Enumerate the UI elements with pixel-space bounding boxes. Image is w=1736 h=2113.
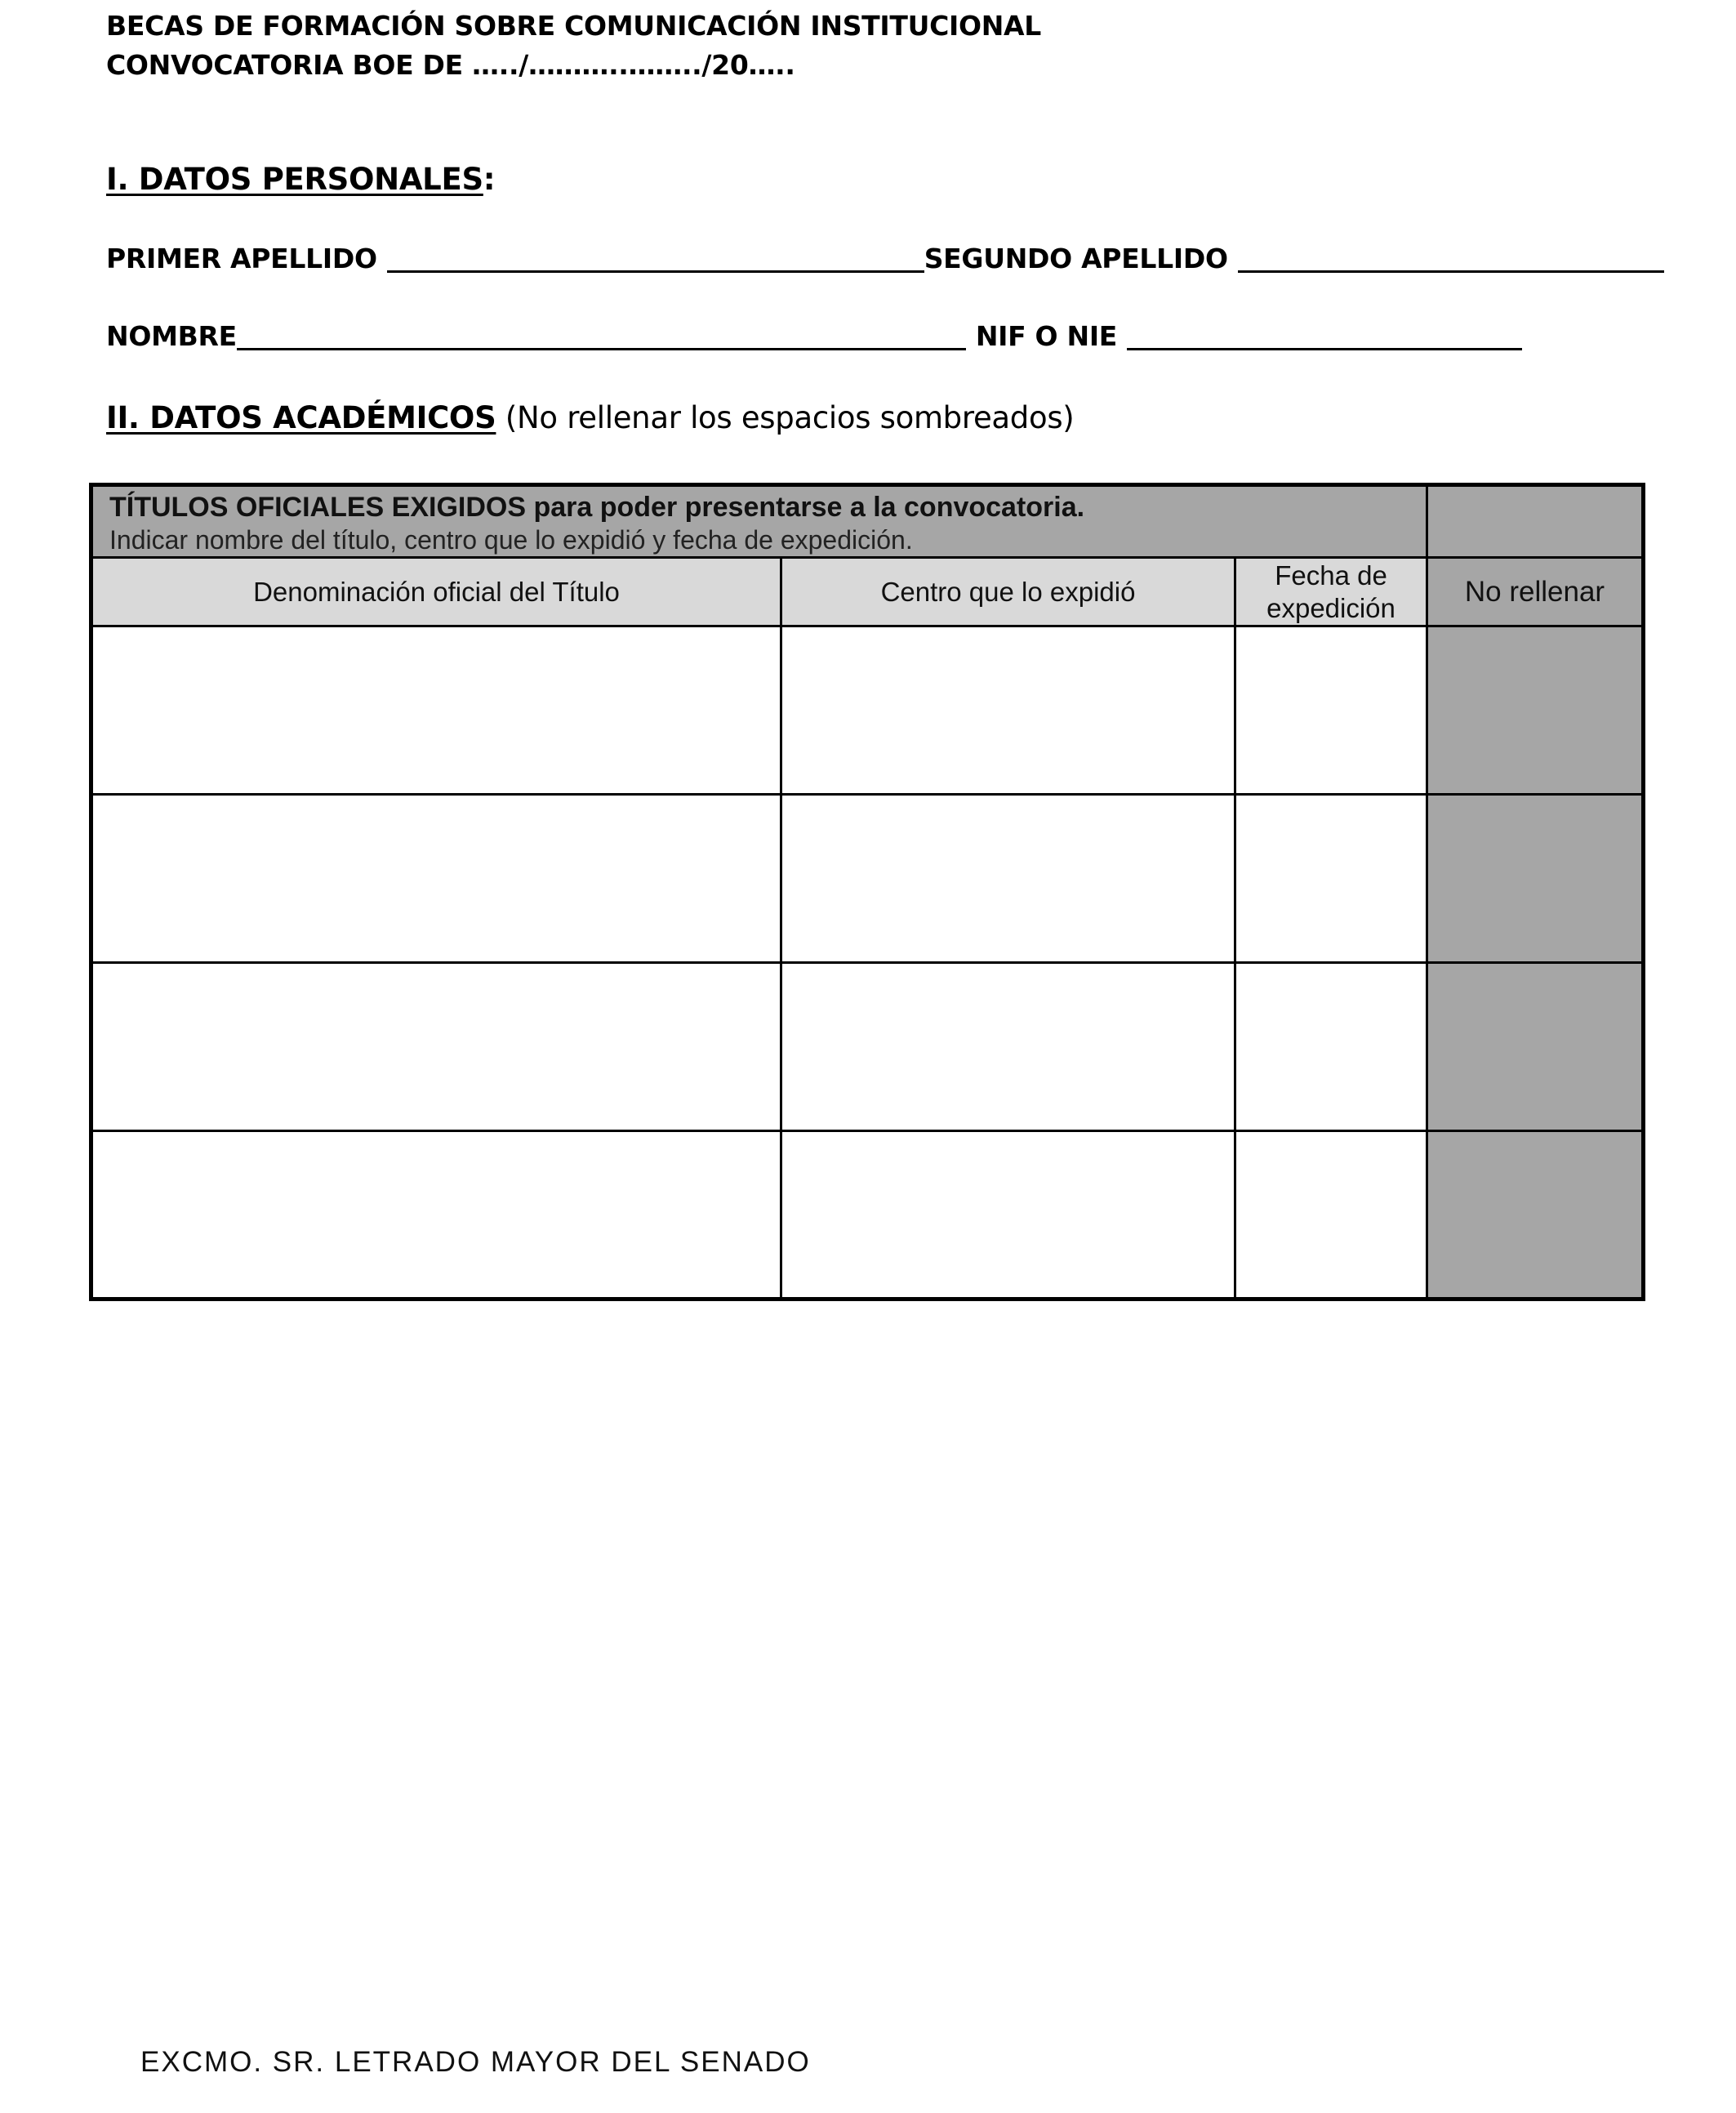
nombre-field[interactable] <box>237 323 966 350</box>
table-divider <box>93 961 1641 964</box>
segundo-apellido-field[interactable] <box>1238 246 1664 273</box>
table-divider <box>1426 487 1428 1297</box>
primer-apellido-field[interactable] <box>387 246 924 273</box>
row4-fecha-cell[interactable] <box>1236 1132 1426 1297</box>
row2-centro-cell[interactable] <box>782 796 1234 961</box>
section-personal-data-title: I. DATOS PERSONALES <box>106 162 483 197</box>
table-divider <box>780 556 782 1297</box>
table-heading: TÍTULOS OFICIALES EXIGIDOS para poder presentarse a la convocatoria. <box>109 492 1085 523</box>
form-header-convocatoria: CONVOCATORIA BOE DE …../………..……../20….. <box>106 49 795 81</box>
row3-fecha-cell[interactable] <box>1236 964 1426 1130</box>
segundo-apellido-label: SEGUNDO APELLIDO <box>924 243 1228 274</box>
row2-denominacion-cell[interactable] <box>93 796 780 961</box>
row1-denominacion-cell[interactable] <box>93 627 780 793</box>
col-header-fecha: Fecha de expedición <box>1266 559 1395 623</box>
table-divider <box>93 793 1641 796</box>
row1-centro-cell[interactable] <box>782 627 1234 793</box>
table-divider <box>1234 556 1236 1297</box>
titles-table <box>89 483 1645 1301</box>
col-header-centro: Centro que lo expidió <box>880 576 1136 607</box>
row3-denominacion-cell[interactable] <box>93 964 780 1130</box>
row4-denominacion-cell[interactable] <box>93 1132 780 1297</box>
table-heading-shaded-cell <box>1428 487 1641 556</box>
surnames-row <box>106 243 1664 274</box>
section-academic-heading <box>106 400 1074 435</box>
table-divider <box>93 1130 1641 1132</box>
table-divider <box>93 625 1641 627</box>
col-header-denominacion: Denominación oficial del Título <box>253 576 620 607</box>
section-personal-data-colon: : <box>483 162 496 197</box>
table-heading-cell <box>93 487 1426 556</box>
name-row <box>106 320 1522 352</box>
nombre-label: NOMBRE <box>106 320 237 352</box>
form-header-title: BECAS DE FORMACIÓN SOBRE COMUNICACIÓN INSTITUCIONAL <box>106 10 1042 42</box>
row4-centro-cell[interactable] <box>782 1132 1234 1297</box>
table-subheading: Indicar nombre del título, centro que lo expidió y fecha de expedición. <box>109 525 913 555</box>
row1-fecha-cell[interactable] <box>1236 627 1426 793</box>
primer-apellido-label: PRIMER APELLIDO <box>106 243 377 274</box>
row2-fecha-cell[interactable] <box>1236 796 1426 961</box>
row3-centro-cell[interactable] <box>782 964 1234 1130</box>
section-academic-note: (No rellenar los espacios sombreados) <box>496 400 1075 435</box>
section-personal-data-heading <box>106 162 495 197</box>
nif-field[interactable] <box>1127 323 1522 350</box>
table-divider <box>93 556 1641 559</box>
addressee-footer: EXCMO. SR. LETRADO MAYOR DEL SENADO <box>140 2046 811 2078</box>
section-academic-title: II. DATOS ACADÉMICOS <box>106 400 496 435</box>
nif-label: NIF O NIE <box>975 320 1118 352</box>
col-header-no-rellenar: No rellenar <box>1464 575 1605 608</box>
